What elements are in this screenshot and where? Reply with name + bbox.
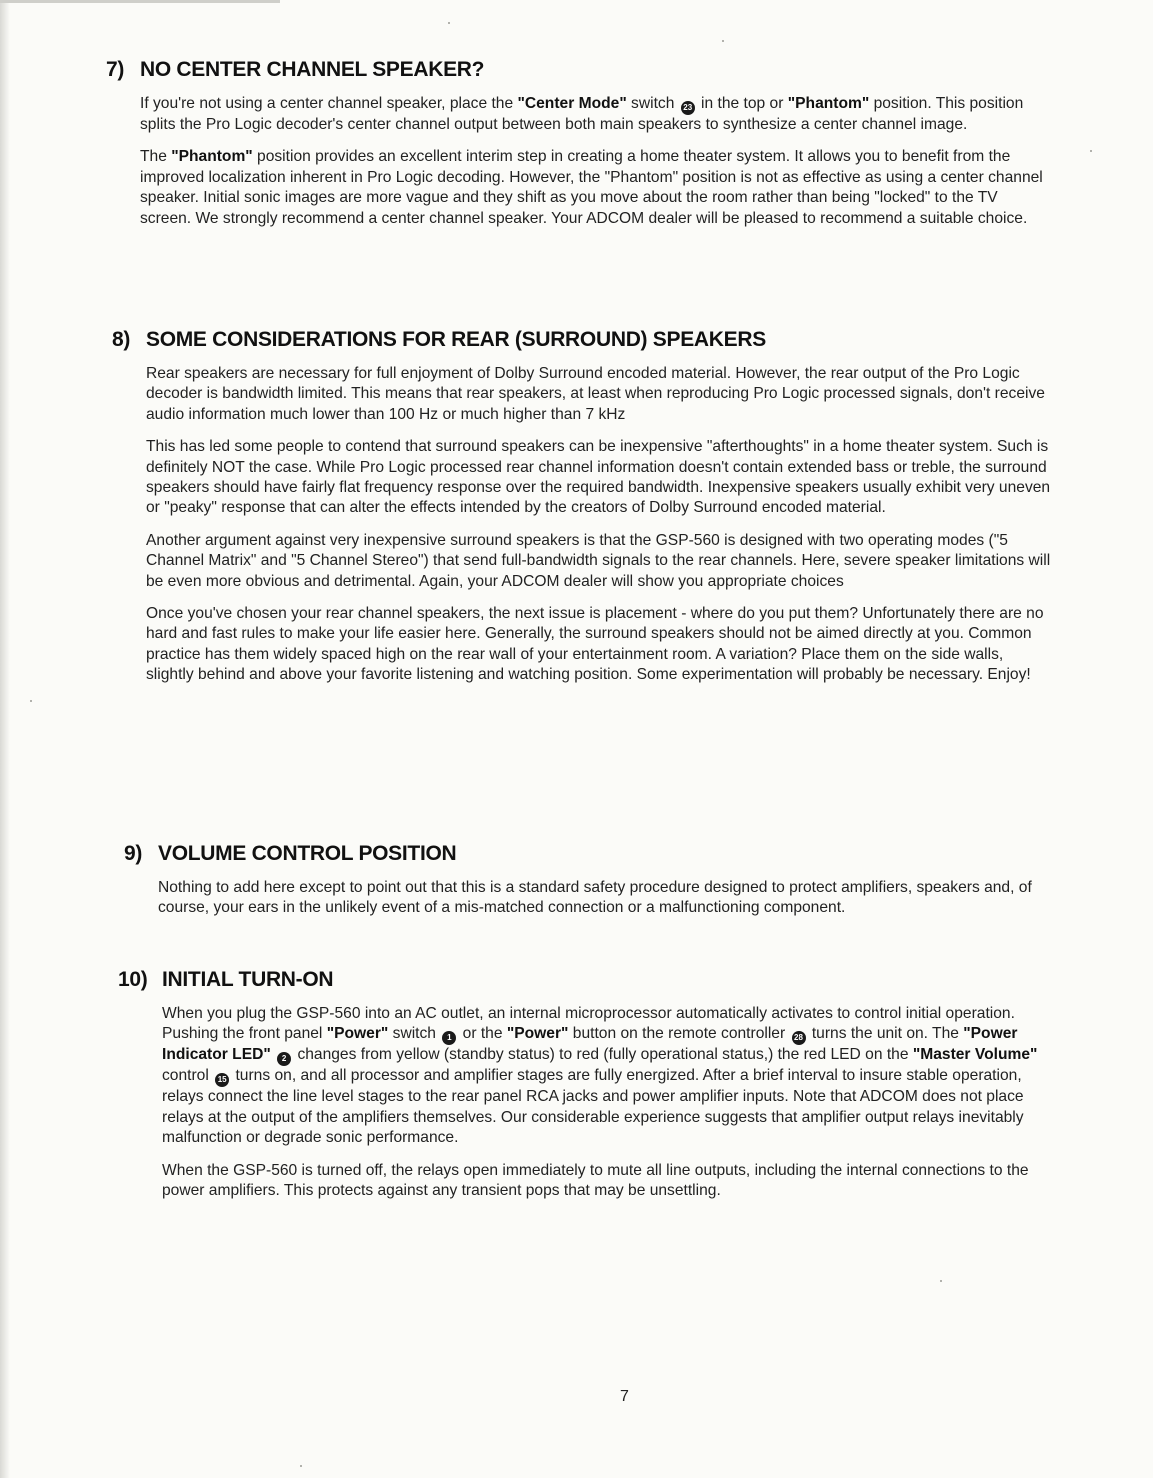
text-run — [271, 1046, 275, 1063]
callout-number-icon: 23 — [681, 101, 695, 115]
paragraph: Once you've chosen your rear channel speakers, the next issue is placement - where do you put them? Unfortunately there are no hard and fast rules to make your life easier here. Generally, the surround speakers should not be aimed directly at you. Common practice has them widely spaced high on the rear wall of your entertainment room. A variation? Place them on the side walls, slightly behind and above your favorite listening and watching position. Some experimentation will probably be necessary. Enjoy! — [146, 605, 1044, 684]
text-run: control — [162, 1067, 214, 1085]
text-run: switch — [388, 1025, 441, 1043]
section-number: 8) — [112, 328, 131, 351]
section-heading — [112, 328, 1052, 352]
section-title: NO CENTER CHANNEL SPEAKER? — [140, 58, 485, 81]
text-run: position provides an excellent interim step in creating a home theater system. It allows you to benefit from the improved localization inherent in Pro Logic decoding. However, the "Phantom" position is not as effective as using a center channel speaker. Initial sonic images are more vague and they shift as you move about the room rather than being "locked" to the TV screen. We strongly recommend a center channel speaker. Your ADCOM dealer will be pleased to recommend a suitable choice. — [140, 148, 1043, 227]
section-title: SOME CONSIDERATIONS FOR REAR (SURROUND) SPEAKERS — [146, 328, 766, 351]
text-run: If you're not using a center channel speaker, place the — [140, 95, 518, 112]
paragraph — [162, 1004, 1050, 1149]
scan-speck — [1090, 150, 1092, 152]
section-title: INITIAL TURN-ON — [162, 968, 334, 991]
scan-top-edge — [0, 0, 280, 3]
callout-number-icon: 2 — [277, 1052, 291, 1066]
section-heading — [106, 58, 1046, 82]
bold-term: "Master Volume" — [912, 1046, 1038, 1064]
paragraph: When the GSP-560 is turned off, the relays open immediately to mute all line outputs, including the internal connections to the power amplifiers. This protects against any transient pops that may be unsettling. — [162, 1161, 1029, 1200]
callout-number-icon: 15 — [215, 1073, 229, 1087]
section-7 — [106, 58, 1046, 241]
scan-speck — [722, 40, 724, 42]
paragraph: This has led some people to contend that surround speakers can be inexpensive "afterthoughts" in a home theater system. Such is definitely NOT the case. While Pro Logic processed rear channel information doesn't contain extended bass or treble, the surround speakers should have fairly flat frequency response over the required bandwidth. Inexpensive speakers usually exhibit very uneven or "peaky" response that can alter the effects intended by the creators of Dolby Surround encoded material. — [146, 438, 1051, 517]
scan-speck — [30, 700, 32, 702]
bold-term: "Phantom" — [171, 148, 253, 166]
text-run: or the — [458, 1025, 507, 1043]
scan-speck — [300, 1465, 302, 1467]
text-run: changes from yellow (standby status) to red (fully operational status,) the red LED on the — [293, 1046, 913, 1064]
bold-term: "Center Mode" — [517, 95, 627, 112]
scan-speck — [448, 22, 450, 24]
paragraph — [140, 147, 1046, 229]
text-run: turns the unit on. The — [807, 1025, 964, 1043]
text-run: button on the remote controller — [568, 1025, 790, 1043]
text-run: turns on, and all processor and amplifier stages are fully energized. After a brief interval to insure stable operation, relays connect the line level stages to the rear panel RCA jacks and power amplifier inputs. Note that ADCOM does not place relays at the output of the amplifiers themselves. Our considerable experience suggests that amplifier output relays inevitably malfunction or degrade sonic performance. — [162, 1067, 1024, 1147]
text-run: The — [140, 148, 172, 166]
section-heading — [124, 842, 1049, 866]
bold-term: "Phantom" — [787, 95, 870, 112]
paragraph — [140, 94, 1046, 135]
text-run: switch — [626, 95, 679, 112]
section-number: 9) — [124, 842, 143, 865]
scan-edge-shadow — [0, 0, 10, 1478]
scan-speck — [940, 1280, 942, 1282]
text-run: When you plug the GSP-560 into an AC outlet, an internal microprocessor automatically activates to control initial operation. Pushing the front panel — [162, 1005, 1015, 1043]
text-run: in the top or — [696, 95, 788, 112]
bold-term: "Power Indicator LED" — [162, 1025, 1018, 1064]
paragraph: Rear speakers are necessary for full enjoyment of Dolby Surround encoded material. However, the rear output of the Pro Logic decoder is bandwidth limited. This means that rear speakers, at least when reproducing Pro Logic processed signals, don't receive audio information much lower than 100 Hz or much higher than 7 kHz — [146, 365, 1045, 423]
section-heading — [118, 968, 1050, 992]
bold-term: "Power" — [326, 1025, 389, 1043]
callout-number-icon: 1 — [442, 1031, 456, 1045]
section-number: 10) — [118, 968, 148, 991]
section-number: 7) — [106, 58, 125, 81]
section-title: VOLUME CONTROL POSITION — [158, 842, 457, 865]
page-number: 7 — [620, 1388, 629, 1405]
paragraph: Another argument against very inexpensive surround speakers is that the GSP-560 is designed with two operating modes ("5 Channel Matrix" and "5 Channel Stereo") that send full-bandwidth signals to the rear channels. Here, severe speaker limitations will be even more obvious and detrimental. Again, your ADCOM dealer will show you appropriate choices — [146, 531, 1051, 590]
text-run: position. This position splits the Pro Logic decoder's center channel output between both main speakers to synthesize a center channel image. — [140, 95, 1024, 133]
callout-number-icon: 28 — [792, 1031, 806, 1045]
section-8 — [112, 328, 1052, 698]
paragraph: Nothing to add here except to point out that this is a standard safety procedure designed to protect amplifiers, speakers and, of course, your ears in the unlikely event of a mis-matched connection or a malfunctioning component. — [158, 879, 1032, 917]
section-9 — [124, 842, 1049, 931]
bold-term: "Power" — [506, 1025, 569, 1043]
section-10 — [118, 968, 1050, 1213]
